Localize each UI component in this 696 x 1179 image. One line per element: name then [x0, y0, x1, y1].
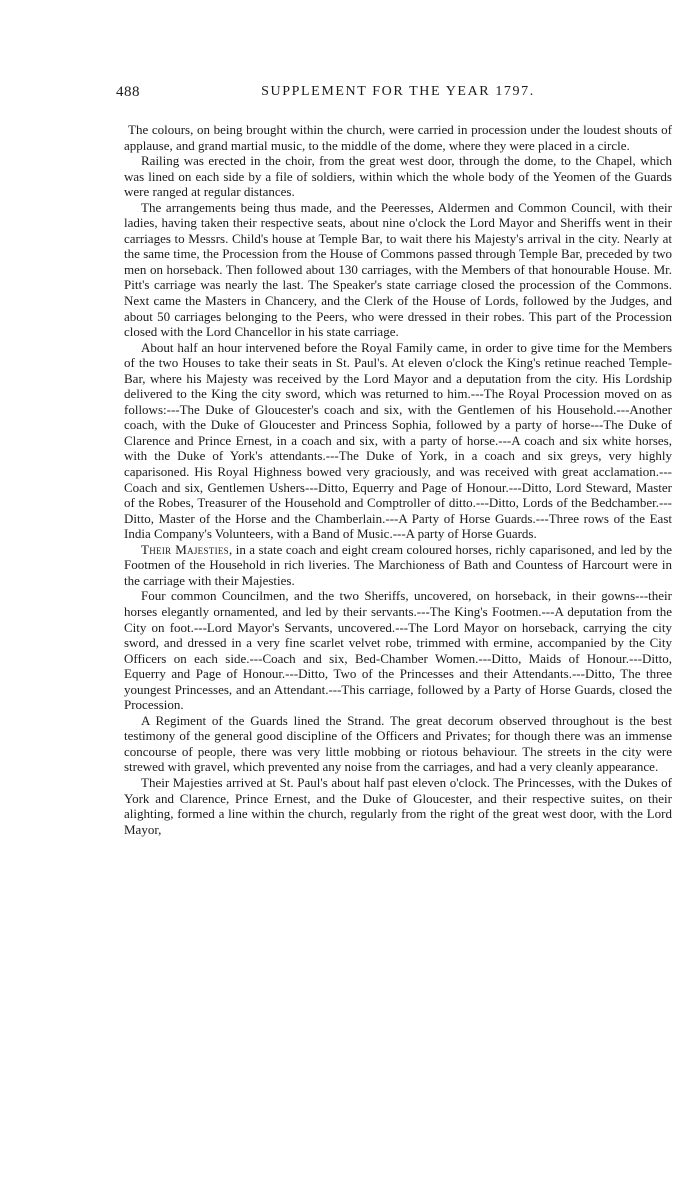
- book-page: [116, 84, 673, 837]
- paragraph-royal-procession: About half an hour intervened before the Royal Family came, in order to give time for the Members of the two Houses to take their seats in St. Paul's. At eleven o'clock the King's retinue reached Temple-Bar, where his Majesty was received by the Lord Mayor and a deputation from the city. His Lordship delivered to the King the city sword, which was returned to him.---The Royal Procession moved on as follows:---The Duke of Gloucester's coach and six, with the Gentlemen of his Household.---Another coach, with the Duke of Gloucester and Princess Sophia, followed by a party of horse---The Duke of Clarence and Prince Ernest, in a coach and six, with a party of horse.---A coach and six white horses, with the Duke of York's attendants.---The Duke of York, in a coach and six greys, very highly caparisoned. His Royal Highness bowed very graciously, and was received with great acclamation.---Coach and six, Gentlemen Ushers---Ditto, Equerry and Page of Honour.---Ditto, Lord Steward, Master of the Robes, Treasurer of the Household and Comptroller of ditto.---Ditto, Lords of the Bedchamber.---Ditto, Master of the Horse and the Chamberlain.---A Party of Horse Guards.---Three rows of the East India Company's Volunteers, with a Band of Music.---A party of Horse Guards.: [124, 339, 672, 542]
- paragraph-councilmen: Four common Councilmen, and the two Sheriffs, uncovered, on horseback, in their gowns---their horses elegantly ornamented, and led by their servants.---The King's Footmen.---A deputation from the City on foot.---Lord Mayor's Servants, uncovered.---The Lord Mayor on horseback, carrying the city sword, and dressed in a very fine scarlet velvet robe, trimmed with ermine, accompanied by the City Officers on each side.---Coach and six, Bed-Chamber Women.---Ditto, Maids of Honour.---Ditto, Equerry and Page of Honour.---Ditto, Two of the Princesses and their Attendants.---Ditto, The three youngest Princesses, and an Attendant.---This carriage, followed by a Party of Horse Guards, closed the Procession.: [124, 588, 672, 713]
- paragraph-railing: Railing was erected in the choir, from the great west door, through the dome, to the Chapel, which was lined on each side by a file of soldiers, within which the whole body of the Yeomen of the Guards were ranged at regular distances.: [124, 153, 672, 200]
- page-header: [116, 84, 672, 110]
- paragraph-colours: The colours, on being brought within the church, were carried in procession under the loudest shouts of applause, and grand martial music, to the middle of the dome, where they were placed in a circle.: [124, 122, 672, 153]
- paragraph-their-majesties: [124, 542, 672, 589]
- paragraph-their-majesties-text: , in a state coach and eight cream coloured horses, richly caparisoned, and led by the Footmen of the Household in rich liveries. The Marchioness of Bath and Countess of Harcourt were in the carriage with their Majesties.: [124, 541, 673, 588]
- paragraph-arrangements: The arrangements being thus made, and the Peeresses, Aldermen and Common Council, with their ladies, having taken their respective seats, about nine o'clock the Lord Mayor and Sheriffs went in their carriages to Messrs. Child's house at Temple Bar, to wait there his Majesty's arrival in the city. Nearly at the same time, the Procession from the House of Commons passed through Temple Bar, preceded by two men on horseback. Then followed about 130 carriages, with the Members of that honourable House. Mr. Pitt's carriage was nearly the last. The Speaker's state carriage closed the procession of the Commons. Next came the Masters in Chancery, and the Clerk of the House of Lords, followed by the Judges, and about 50 carriages belonging to the Peers, who were dressed in their robes. This part of the Procession closed with the Lord Chancellor in his state carriage.: [124, 199, 672, 340]
- article-body: [124, 122, 672, 837]
- running-title: SUPPLEMENT FOR THE YEAR 1797.: [261, 84, 535, 99]
- paragraph-arrival: Their Majesties arrived at St. Paul's about half past eleven o'clock. The Princesses, with the Dukes of York and Clarence, Prince Ernest, and the Duke of Gloucester, and their respective suites, on their alighting, formed a line within the church, regularly from the right of the great west door, with the Lord Mayor,: [124, 774, 672, 837]
- page-number: 488: [116, 84, 140, 100]
- paragraph-guards-strand: A Regiment of the Guards lined the Strand. The great decorum observed throughout is the best testimony of the general good discipline of the Officers and Privates; for though there was an immense concourse of people, there was very little mobbing or riotous behaviour. The streets in the city were strewed with gravel, which prevented any noise from the carriages, and had a very cleanly appearance.: [124, 712, 672, 775]
- small-caps-lead: Their Majesties: [141, 541, 229, 557]
